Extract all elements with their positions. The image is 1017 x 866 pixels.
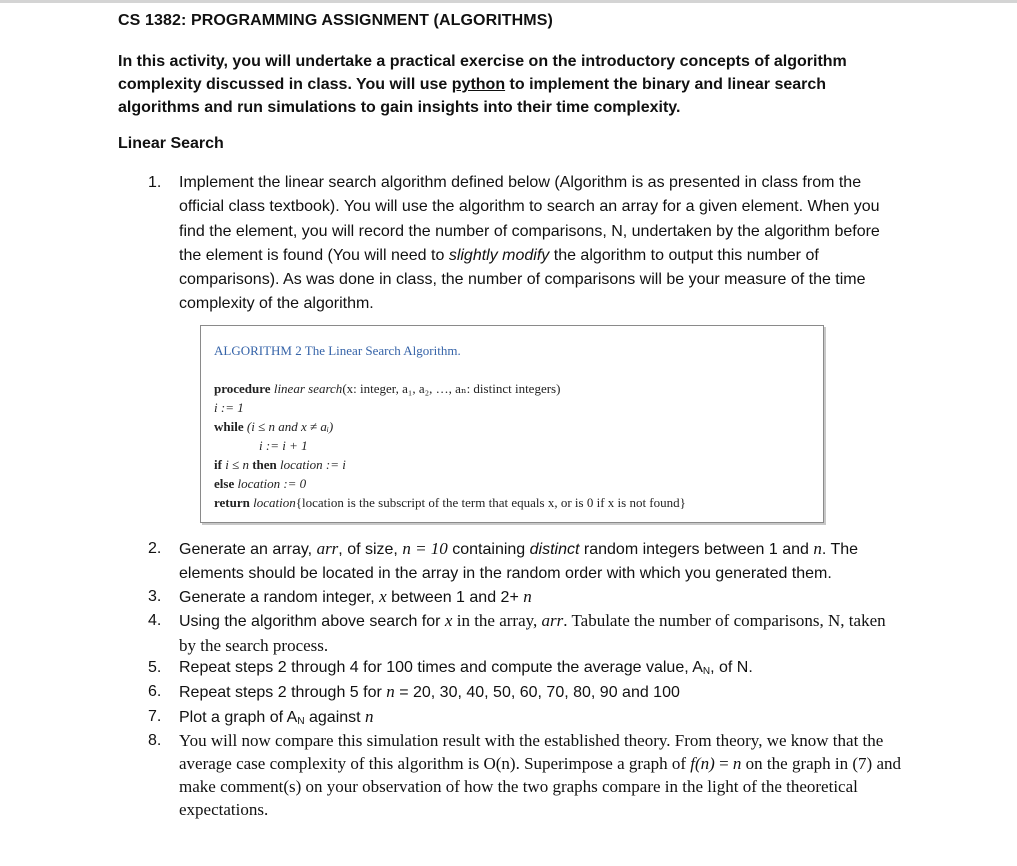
list-number: 7. bbox=[148, 708, 162, 725]
text-span: Implement the linear search algorithm defined below (Algorithm is as presented in class from the official class textbook). You will use the algorithm to search an array for a given element. When you find the element, you will record the number of comparisons, N, undertaken by the algorithm before the element is found (You will need to bbox=[179, 174, 880, 264]
procedure-name: linear search bbox=[273, 381, 343, 396]
math-var: x bbox=[379, 587, 387, 606]
statement: location := i bbox=[280, 457, 346, 472]
keyword: return bbox=[214, 495, 250, 510]
return-value: location bbox=[253, 495, 296, 510]
list-item-2 bbox=[148, 537, 908, 587]
subscript: N bbox=[297, 716, 305, 727]
text-span: random integers between 1 and bbox=[579, 541, 814, 558]
algorithm-caption: ALGORITHM 2 The Linear Search Algorithm. bbox=[214, 343, 461, 358]
condition: (i ≤ n and x ≠ aᵢ) bbox=[246, 419, 334, 434]
math-var: x bbox=[444, 611, 453, 630]
text-span: Using the algorithm above search for bbox=[179, 613, 445, 630]
text-span: in the array, bbox=[452, 611, 542, 630]
algo-line-if bbox=[214, 457, 346, 473]
text-span: Generate an array, bbox=[179, 541, 317, 558]
text-span: on the graph in (7) and make comment(s) on your observation of how the two graphs compare in the light of the theoretical expectations. bbox=[179, 754, 901, 819]
text-span: . The elements should be located in the array in the random order with which you generated them. bbox=[179, 541, 859, 583]
keyword: while bbox=[214, 419, 244, 434]
python-link[interactable]: python bbox=[451, 76, 506, 93]
algorithm-box bbox=[200, 325, 824, 523]
text-span: between 1 and 2+ bbox=[386, 589, 524, 606]
text-span: You will now compare this simulation result with the established theory. From theory, we know that the average case complexity of this algorithm is O(n). Superimpose a graph of bbox=[179, 731, 884, 773]
algo-line-procedure bbox=[214, 381, 560, 397]
text-span: = 20, 30, 40, 50, 60, 70, 80, 90 and 100 bbox=[394, 684, 680, 701]
math-var: arr bbox=[541, 611, 564, 630]
list-number: 6. bbox=[148, 683, 162, 700]
list-item-text bbox=[179, 729, 904, 821]
text-span: = bbox=[714, 754, 733, 773]
text-span: Repeat steps 2 through 5 for bbox=[179, 684, 387, 701]
list-item-text bbox=[179, 171, 904, 317]
algo-line-else bbox=[214, 476, 306, 492]
condition: i ≤ n bbox=[225, 457, 249, 472]
list-item-4 bbox=[148, 609, 908, 660]
section-heading: Linear Search bbox=[118, 135, 224, 152]
math-var: n bbox=[813, 539, 822, 558]
text-span: , of N. bbox=[710, 659, 753, 676]
algo-line-increment: i := i + 1 bbox=[259, 438, 308, 453]
statement: location := 0 bbox=[237, 476, 307, 491]
text-span: , of size, bbox=[338, 541, 403, 558]
keyword: procedure bbox=[214, 381, 271, 396]
intro-text-2: to implement the binary and linear search algorithms and run simulations to gain insights into their time complexity. bbox=[118, 76, 827, 116]
math-expr: f(n) bbox=[690, 754, 715, 773]
algo-line-init: i := 1 bbox=[214, 400, 244, 415]
text-span: . Tabulate the number of comparisons, N, taken by the search process. bbox=[179, 611, 886, 656]
text-span: Plot a graph of A bbox=[179, 709, 298, 726]
math-var: n bbox=[386, 682, 395, 701]
algo-line-while bbox=[214, 419, 333, 435]
list-number: 4. bbox=[148, 612, 162, 629]
return-comment: {location is the subscript of the term that equals x, or is 0 if x is not found} bbox=[295, 495, 686, 510]
emphasis: slightly modify bbox=[448, 246, 550, 264]
page-title: CS 1382: PROGRAMMING ASSIGNMENT (ALGORITHMS) bbox=[118, 12, 553, 29]
math-var: n bbox=[523, 587, 532, 606]
text-span: Generate a random integer, bbox=[179, 589, 380, 606]
keyword: then bbox=[252, 457, 277, 472]
list-item-text bbox=[179, 680, 904, 705]
list-number: 2. bbox=[148, 540, 162, 557]
list-number: 8. bbox=[148, 732, 162, 749]
math-var: n bbox=[365, 707, 374, 726]
list-item-text bbox=[179, 537, 904, 587]
keyword: else bbox=[214, 476, 235, 491]
subscript: N bbox=[702, 666, 711, 677]
list-item-1 bbox=[148, 171, 908, 317]
text-span: against bbox=[304, 709, 366, 726]
text-span: containing bbox=[447, 541, 530, 558]
math-var: n bbox=[732, 754, 742, 773]
emphasis: distinct bbox=[529, 541, 580, 558]
list-item-text bbox=[179, 609, 904, 660]
top-rule bbox=[0, 0, 1017, 3]
algo-line-return bbox=[214, 495, 686, 511]
list-number: 3. bbox=[148, 588, 162, 605]
math-expr: n = 10 bbox=[402, 539, 448, 558]
intro-paragraph bbox=[118, 50, 878, 119]
list-number: 1. bbox=[148, 174, 162, 191]
list-item-8 bbox=[148, 729, 908, 821]
intro-text-1: In this activity, you will undertake a practical exercise on the introductory concepts of algorithm complexity discussed in class. You will use bbox=[118, 53, 847, 93]
procedure-signature: (x: integer, a₁, a₂, …, aₙ: distinct integers) bbox=[342, 381, 561, 396]
math-var: arr bbox=[316, 539, 339, 558]
keyword: if bbox=[214, 457, 222, 472]
list-item-text bbox=[179, 585, 904, 610]
text-span: Repeat steps 2 through 4 for 100 times and compute the average value, A bbox=[179, 659, 703, 676]
text-span: the algorithm to output this number of comparisons). As was done in class, the number of comparisons will be your measure of the time complexity of the algorithm. bbox=[179, 246, 866, 313]
list-item-6 bbox=[148, 680, 908, 705]
list-number: 5. bbox=[148, 659, 162, 676]
list-item-3 bbox=[148, 585, 908, 610]
